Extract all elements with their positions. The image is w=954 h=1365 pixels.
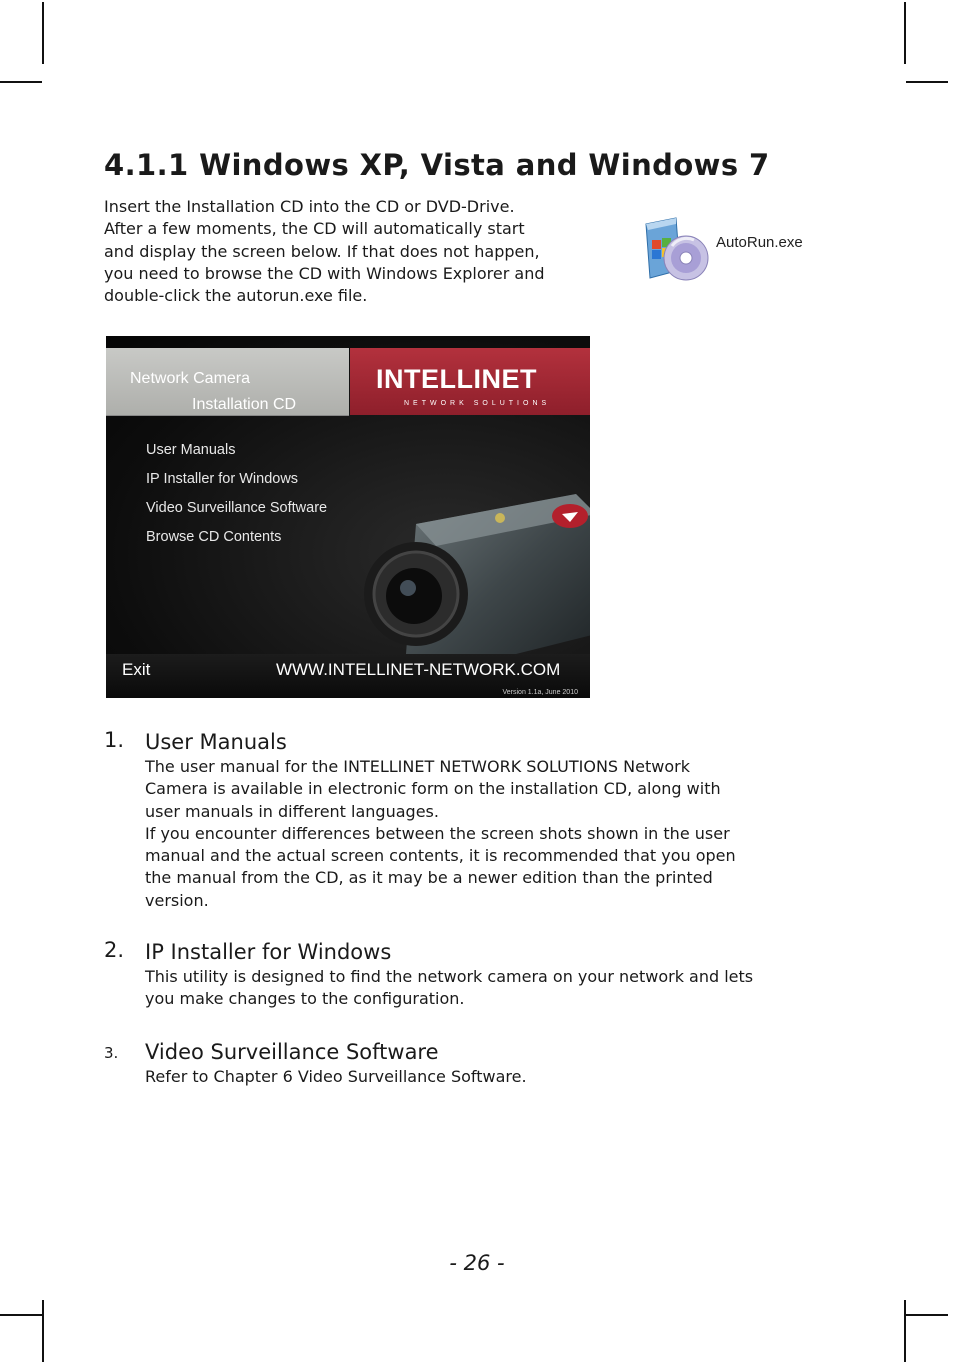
brand-panel xyxy=(350,348,590,415)
intro-line: double-click the autorun.exe file. xyxy=(104,286,368,306)
cd-menu xyxy=(146,436,327,552)
brand-logo: INTELLINET xyxy=(376,364,537,394)
crop-mark xyxy=(42,2,44,64)
list-number: 3. xyxy=(104,1044,119,1062)
cd-menu-item-browse-cd[interactable]: Browse CD Contents xyxy=(146,529,282,545)
network-camera-image xyxy=(356,484,590,674)
cd-title-panel xyxy=(106,348,349,416)
list-item-body xyxy=(145,756,864,912)
autorun-label: AutoRun.exe xyxy=(716,233,803,251)
list-item-title: IP Installer for Windows xyxy=(145,940,392,964)
list-item-body xyxy=(145,1066,864,1088)
list-item-user-manuals xyxy=(104,728,864,912)
body-line: Refer to Chapter 6 Video Surveillance Software. xyxy=(145,1067,527,1086)
autorun-file xyxy=(636,208,836,288)
cd-version-text: Version 1.1a, June 2010 xyxy=(502,689,578,696)
body-line: user manuals in different languages. xyxy=(145,801,439,821)
list-number: 1. xyxy=(104,728,125,752)
cd-footer xyxy=(106,654,590,698)
cd-exit-button[interactable]: Exit xyxy=(122,660,151,679)
intro-paragraph xyxy=(104,196,624,307)
list-item-video-surveillance xyxy=(104,1038,864,1088)
crop-mark xyxy=(0,81,42,83)
body-line: you make changes to the configuration. xyxy=(145,989,465,1009)
crop-mark xyxy=(906,81,948,83)
body-line: the manual from the CD, as it may be a newer edition than the printed xyxy=(145,868,713,888)
intro-line: Insert the Installation CD into the CD or DVD-Drive. xyxy=(104,197,515,216)
cd-title-line2: Installation CD xyxy=(192,396,297,413)
cd-menu-item-user-manuals[interactable]: User Manuals xyxy=(146,442,236,458)
crop-mark xyxy=(0,1314,42,1316)
cd-menu-item-ip-installer[interactable]: IP Installer for Windows xyxy=(146,471,299,487)
installation-cd-screenshot xyxy=(106,336,590,698)
intro-line: and display the screen below. If that does not happen, xyxy=(104,241,540,261)
crop-mark xyxy=(904,1300,906,1362)
body-line: If you encounter differences between the screen shots shown in the user xyxy=(145,823,730,843)
intro-line: After a few moments, the CD will automatically start xyxy=(104,219,525,239)
body-line: version. xyxy=(145,890,209,910)
body-line: This utility is designed to find the network camera on your network and lets xyxy=(145,967,754,986)
cd-title-line1: Network Camera xyxy=(130,370,251,387)
crop-mark xyxy=(904,2,906,64)
list-item-title: Video Surveillance Software xyxy=(145,1040,439,1064)
autorun-cd-icon xyxy=(636,210,712,286)
crop-mark xyxy=(42,1300,44,1362)
list-number: 2. xyxy=(104,938,125,962)
cd-menu-item-video-surveillance[interactable]: Video Surveillance Software xyxy=(146,500,328,516)
body-line: manual and the actual screen contents, it is recommended that you open xyxy=(145,846,736,866)
cd-website-link[interactable]: WWW.INTELLINET-NETWORK.COM xyxy=(276,660,561,679)
intro-line: you need to browse the CD with Windows Explorer and xyxy=(104,263,545,283)
body-line: Camera is available in electronic form on the installation CD, along with xyxy=(145,779,721,799)
list-item-body xyxy=(145,966,864,1011)
page-number: - 26 - xyxy=(449,1251,505,1275)
body-line: The user manual for the INTELLINET NETWORK SOLUTIONS Network xyxy=(145,757,690,776)
section-heading: 4.1.1 Windows XP, Vista and Windows 7 xyxy=(104,148,770,182)
list-item-ip-installer xyxy=(104,938,864,1011)
crop-mark xyxy=(906,1314,948,1316)
brand-tagline: NETWORK SOLUTIONS xyxy=(404,400,551,407)
list-item-title: User Manuals xyxy=(145,730,287,754)
